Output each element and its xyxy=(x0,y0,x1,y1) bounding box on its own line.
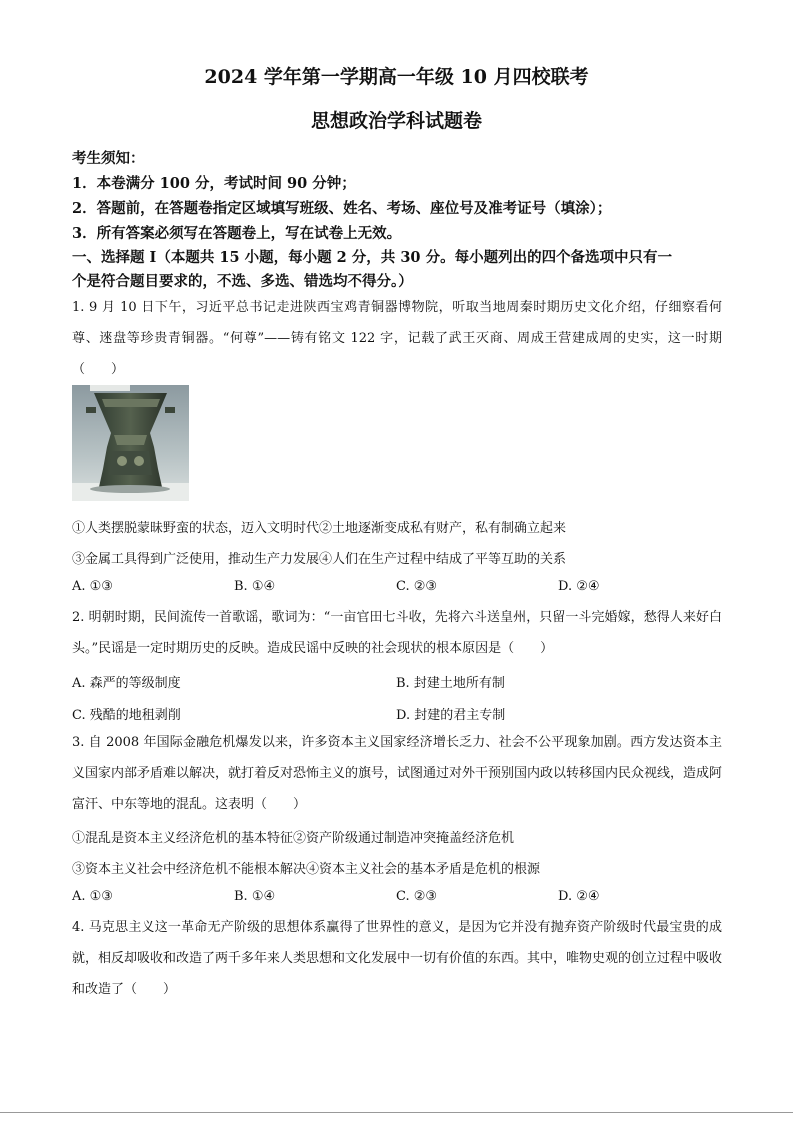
question-1-option-b: B. ①④ xyxy=(234,579,276,594)
notice-item-3: 3．所有答案必须写在答题卷上，写在试卷上无效。 xyxy=(72,225,402,242)
question-2-stem: 2. 明朝时期，民间流传一首歌谣，歌词为：“一亩官田七斗收，先将六斗送皇州，只留一斗完婚嫁，愁得人来好白头。”民谣是一定时期历史的反映。造成民谣中反映的社会现状的根本原因是（ ） xyxy=(72,610,722,656)
question-3-stem: 3. 自 2008 年国际金融危机爆发以来，许多资本主义国家经济增长乏力、社会不公平现象加剧。西方发达资本主义国家内部矛盾难以解决，就打着反对恐怖主义的旗号，试图通过对外干预别国内政以转移国内民众视线，造成阿富汗、中东等地的混乱。这表明（ ） xyxy=(72,735,723,812)
he-zun-bronze-image xyxy=(72,385,189,501)
question-1-option-a: A. ①③ xyxy=(72,579,113,594)
question-1-statements-line-2: ③金属工具得到广泛使用，推动生产力发展④人们在生产过程中结成了平等互助的关系 xyxy=(72,552,567,567)
section-instruction-line-1: 一、选择题 Ⅰ（本题共 15 小题，每小题 2 分，共 30 分。每小题列出的四个备选项中只有一 xyxy=(72,249,673,266)
notice-item-2: 2．答题前，在答题卷指定区域填写班级、姓名、考场、座位号及准考证号（填涂）； xyxy=(72,200,612,217)
question-2-option-a: A. 森严的等级制度 xyxy=(72,676,181,691)
question-1-option-d: D. ②④ xyxy=(558,579,600,594)
question-2-option-d: D. 封建的君主专制 xyxy=(396,708,506,723)
question-3-option-c: C. ②③ xyxy=(396,889,438,904)
notice-heading: 考生须知： xyxy=(72,150,145,167)
question-1-statements-line-1: ①人类摆脱蒙昧野蛮的状态，迈入文明时代②土地逐渐变成私有财产，私有制确立起来 xyxy=(72,521,567,536)
exam-title: 2024 学年第一学期高一年级 10 月四校联考 xyxy=(204,66,589,88)
question-1-option-c: C. ②③ xyxy=(396,579,438,594)
section-instruction-line-2: 个是符合题目要求的，不选、多选、错选均不得分。） xyxy=(72,273,413,290)
question-3-option-d: D. ②④ xyxy=(558,889,600,904)
question-3-option-b: B. ①④ xyxy=(234,889,276,904)
question-3-statements-line-2: ③资本主义社会中经济危机不能根本解决④资本主义社会的基本矛盾是危机的根源 xyxy=(72,862,541,877)
notice-item-1: 1．本卷满分 100 分，考试时间 90 分钟； xyxy=(72,175,356,192)
exam-subtitle: 思想政治学科试题卷 xyxy=(310,110,482,132)
question-3-statements-line-1: ①混乱是资本主义经济危机的基本特征②资产阶级通过制造冲突掩盖经济危机 xyxy=(72,831,515,846)
question-2-option-b: B. 封建土地所有制 xyxy=(396,676,505,691)
question-4-stem: 4. 马克思主义这一革命无产阶级的思想体系赢得了世界性的意义，是因为它并没有抛弃资产阶级时代最宝贵的成就，相反却吸收和改造了两千多年来人类思想和文化发展中一切有价值的东西。其中，唯物史观的创立过程中吸收和改造了（ ） xyxy=(72,920,723,997)
question-1-stem: 1. 9 月 10 日下午，习近平总书记走进陕西宝鸡青铜器博物院，听取当地周秦时期历史文化介绍，仔细察看何尊、逨盘等珍贵青铜器。“何尊”——铸有铭文 122 字，记载了武王灭商、周成王营建成周的史实，这一时期（ ） xyxy=(72,300,722,377)
bronze-vessel-photo xyxy=(72,385,189,501)
page-footer-rule xyxy=(0,1112,793,1113)
question-3-option-a: A. ①③ xyxy=(72,889,113,904)
question-2-option-c: C. 残酷的地租剥削 xyxy=(72,708,181,723)
